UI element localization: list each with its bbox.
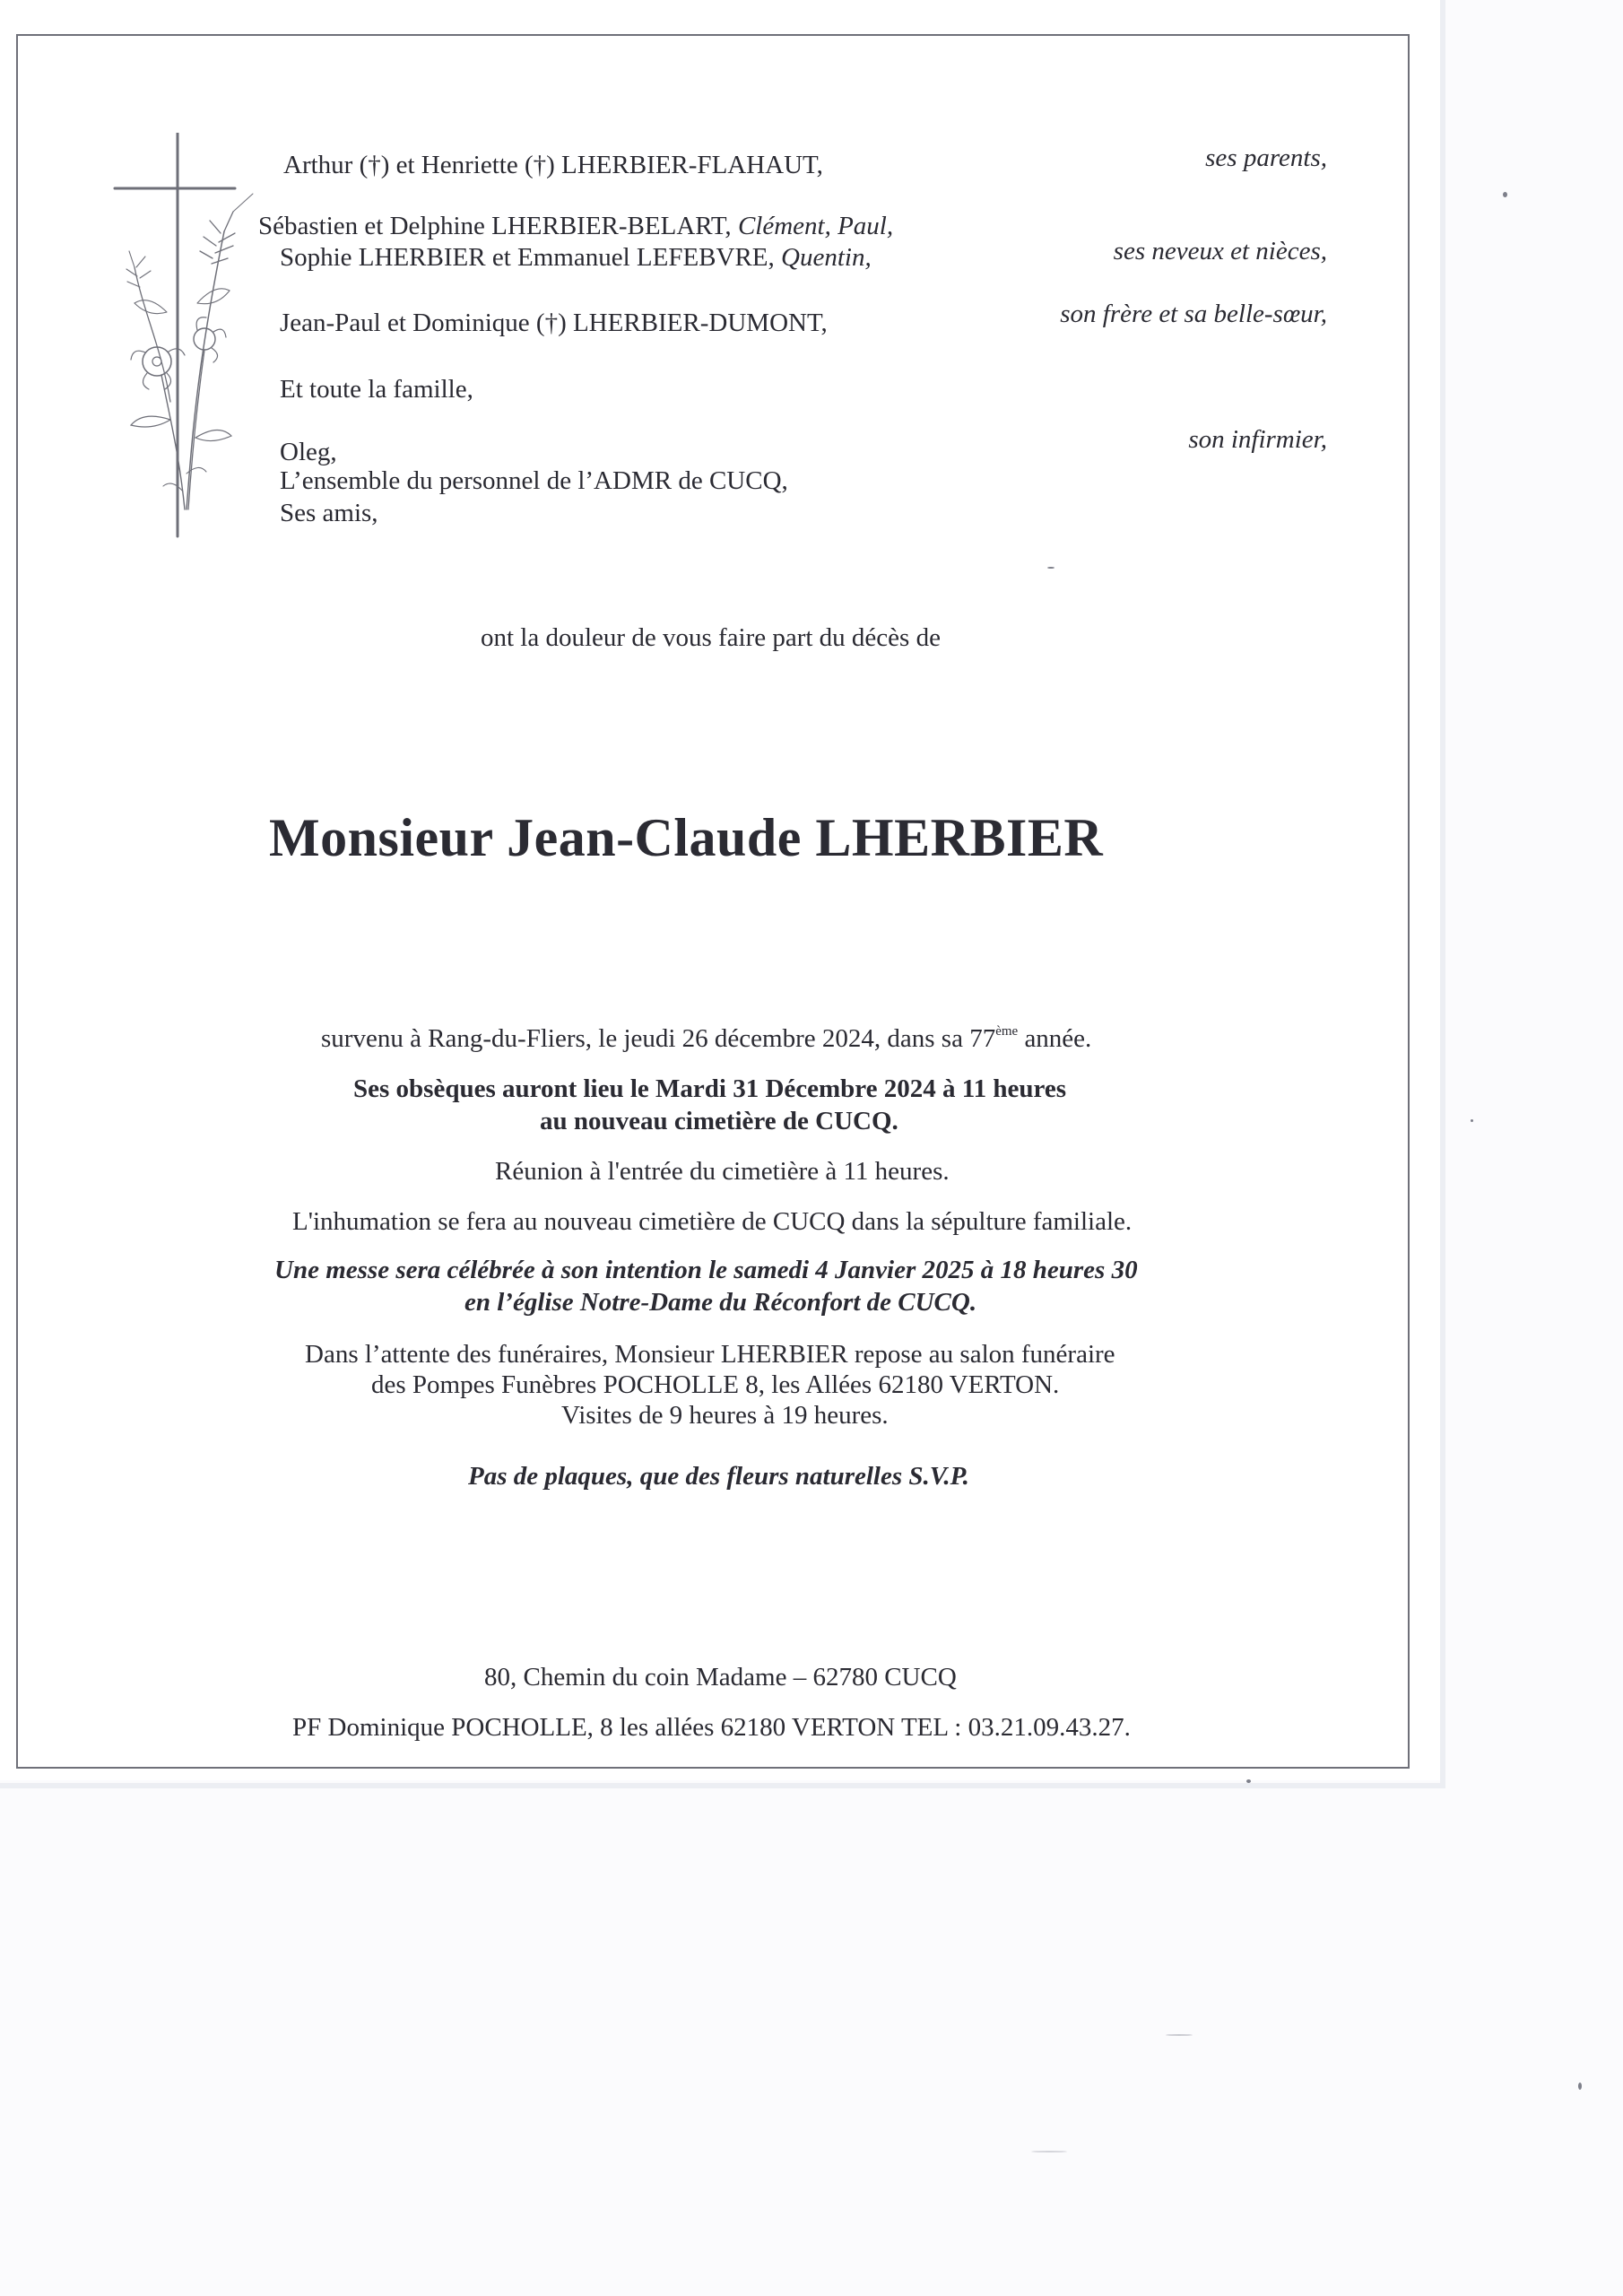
death-details-end: année. xyxy=(1018,1024,1092,1053)
role-nephews-nieces: ses neveux et nièces, xyxy=(1113,237,1327,265)
family-children-siblings-1: Clément, Paul, xyxy=(737,212,894,240)
family-name-siblings-2: Sophie LHERBIER et Emmanuel LEFEBVRE, xyxy=(280,243,782,272)
rest-line-1: Dans l’attente des funéraires, Monsieur LHERBIER repose au salon funéraire xyxy=(305,1340,1115,1369)
family-line-siblings-2 xyxy=(280,245,872,271)
rest-line-2: des Pompes Funèbres POCHOLLE 8, les Allées 62180 VERTON. xyxy=(371,1370,1060,1399)
funeral-line-2: au nouveau cimetière de CUCQ. xyxy=(540,1107,898,1135)
scan-shadow-bottom xyxy=(0,1783,1445,1788)
death-details-main: survenu à Rang-du-Fliers, le jeudi 26 décembre 2024, dans sa 77 xyxy=(321,1024,996,1053)
family-line-staff: L’ensemble du personnel de l’ADMR de CUCQ, xyxy=(280,466,788,495)
family-line-all-family: Et toute la famille, xyxy=(280,375,473,404)
family-name-siblings-1: Sébastien et Delphine LHERBIER-BELART, xyxy=(258,212,738,240)
scan-speck xyxy=(1166,2034,1193,2036)
mass-line-1: Une messe sera célébrée à son intention le samedi 4 Janvier 2025 à 18 heures 30 xyxy=(274,1256,1138,1284)
role-parents: ses parents, xyxy=(1205,144,1327,172)
announcement-text: ont la douleur de vous faire part du décès de xyxy=(481,623,941,652)
family-line-siblings-1 xyxy=(258,213,893,239)
mass-line-2: en l’église Notre-Dame du Réconfort de CUCQ. xyxy=(464,1288,977,1317)
cross-with-flowers-icon xyxy=(108,133,260,538)
scan-speck xyxy=(1503,192,1507,197)
scan-shadow-right xyxy=(1440,0,1445,1785)
funeral-line-1: Ses obsèques auront lieu le Mardi 31 Décembre 2024 à 11 heures xyxy=(353,1074,1067,1103)
meeting-text: Réunion à l'entrée du cimetière à 11 heures. xyxy=(495,1157,950,1186)
role-brother: son frère et sa belle-sœur, xyxy=(1060,300,1327,328)
family-line-nurse: Oleg, xyxy=(280,438,337,466)
scan-speck xyxy=(1246,1779,1251,1783)
rest-line-3: Visites de 9 heures à 19 heures. xyxy=(561,1401,889,1430)
family-address: 80, Chemin du coin Madame – 62780 CUCQ xyxy=(484,1663,957,1692)
deceased-name: Monsieur Jean-Claude LHERBIER xyxy=(269,808,1104,867)
undertaker-contact: PF Dominique POCHOLLE, 8 les allées 62180 VERTON TEL : 03.21.09.43.27. xyxy=(292,1713,1131,1742)
scan-speck xyxy=(1471,1119,1473,1122)
flowers-request: Pas de plaques, que des fleurs naturelles S.V.P. xyxy=(468,1462,969,1491)
family-line-brother: Jean-Paul et Dominique (†) LHERBIER-DUMONT, xyxy=(280,309,828,337)
scan-speck xyxy=(1031,2151,1067,2152)
burial-text: L'inhumation se fera au nouveau cimetière de CUCQ dans la sépulture familiale. xyxy=(292,1207,1133,1236)
death-details-sup: ème xyxy=(995,1024,1019,1039)
family-line-parents: Arthur (†) et Henriette (†) LHERBIER-FLAHAUT, xyxy=(283,151,823,179)
scan-speck xyxy=(1047,567,1055,569)
family-line-friends: Ses amis, xyxy=(280,499,378,527)
role-nurse: son infirmier, xyxy=(1188,425,1327,454)
scan-speck xyxy=(1578,2083,1582,2090)
family-children-siblings-2: Quentin, xyxy=(781,243,872,272)
death-details xyxy=(321,1026,1091,1052)
